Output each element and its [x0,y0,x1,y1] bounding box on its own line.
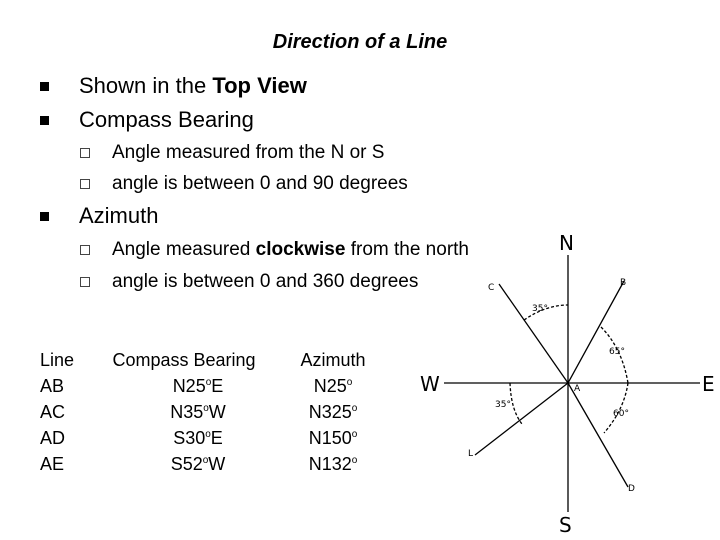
table-cell-line: AD [40,428,66,448]
north-label: N [559,231,574,255]
point-b-label: B [620,278,627,288]
table-cell-azimuth: N150$^o$ [308,428,358,448]
table-cell-bearing: S30$^o$E [173,428,223,448]
angle-65: 65° [609,347,625,357]
table-header-azimuth: Azimuth [300,350,366,370]
west-label: W [420,372,440,396]
table-cell-line: AE [40,454,65,474]
east-label: E [702,372,715,396]
sub-bullet-angle-range-90: angle is between 0 and 90 degrees [80,173,408,195]
point-d-label: D [628,484,635,494]
arc-60 [604,383,628,433]
table-cell-line: AB [40,376,65,396]
table-header-line: Line [40,350,75,370]
table-cell-bearing: S52$^o$W [170,454,226,474]
page-title: Direction of a Line [272,31,448,53]
table-cell-line: AC [40,402,66,422]
table-cell-azimuth: N325$^o$ [308,402,358,422]
bullet-azimuth: Azimuth [40,203,158,229]
point-l-label: L [468,449,474,459]
table-cell-bearing: N25$^o$E [172,376,224,396]
bullet-compass-bearing: Compass Bearing [40,107,254,133]
sub-bullet-angle-range-360: angle is between 0 and 360 degrees [80,271,418,293]
table-cell-bearing: N35$^o$W [170,402,226,422]
angle-35-left: 35° [495,400,511,410]
table-header-bearing: Compass Bearing [112,350,256,370]
angle-60: 60° [613,409,629,419]
line-ae [475,383,568,455]
sub-bullet-angle-ns: Angle measured from the N or S [80,142,384,164]
point-a-label: A [574,384,581,394]
angle-35-top: 35° [532,304,548,314]
line-ab [568,281,624,383]
point-c-label: C [488,283,495,293]
line-ad [568,383,628,487]
sub-bullet-clockwise: Angle measured clockwise from the north [80,239,469,261]
south-label: S [559,513,572,537]
line-ac [499,284,568,383]
bullet-top-view: Shown in the Top View [40,73,307,99]
table-cell-azimuth: N25$^o$ [313,376,353,396]
arc-35-left [510,383,522,424]
table-cell-azimuth: N132$^o$ [308,454,358,474]
